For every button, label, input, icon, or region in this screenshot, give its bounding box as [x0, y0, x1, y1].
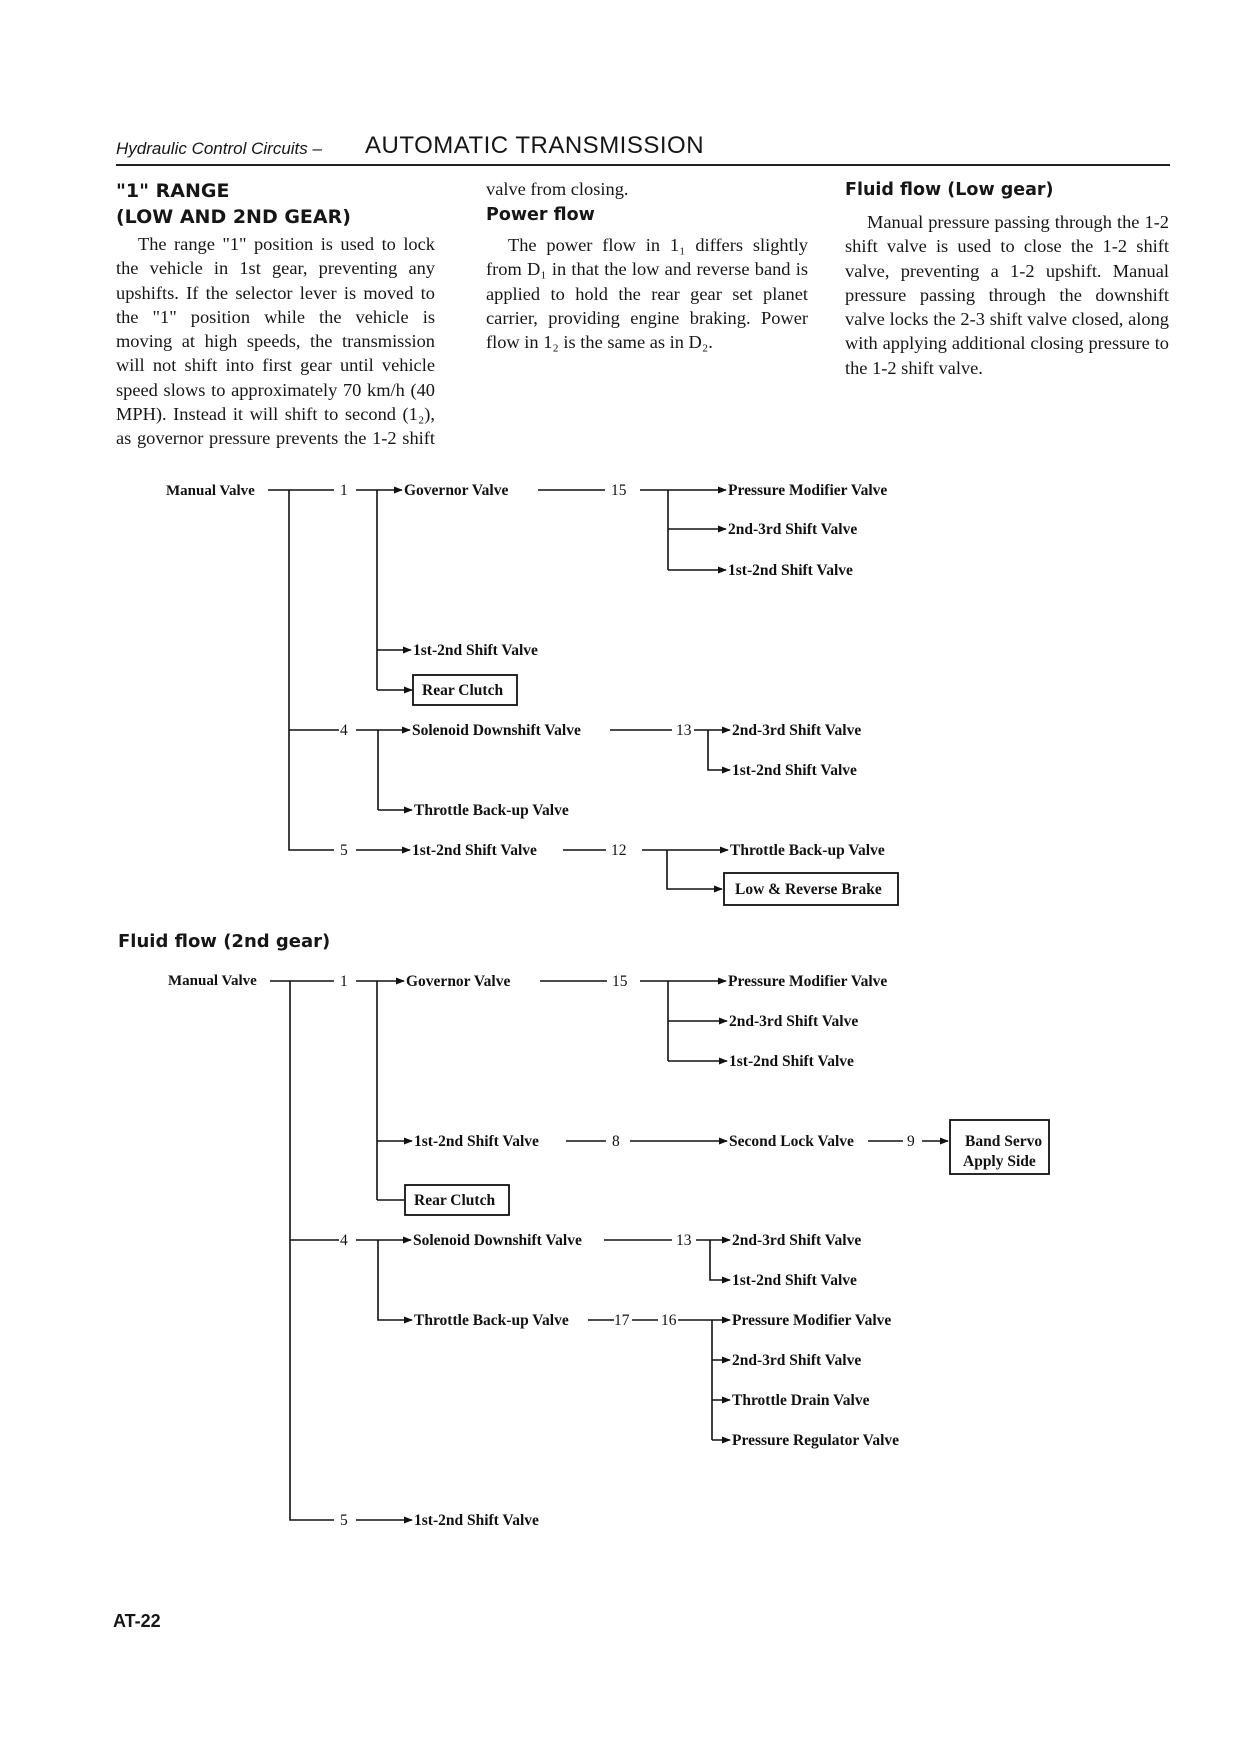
low-line-4: 4: [340, 722, 348, 739]
sec-line-4: 4: [340, 1232, 348, 1249]
sec-solenoid-downshift-valve: Solenoid Downshift Valve: [413, 1232, 582, 1249]
sec-1st-2nd-shift-valve-b: 1st-2nd Shift Valve: [414, 1133, 539, 1150]
sec-pressure-regulator-valve: Pressure Regulator Valve: [732, 1432, 900, 1449]
sec-2nd-3rd-shift-valve-c: 2nd-3rd Shift Valve: [732, 1352, 862, 1369]
low-2nd-3rd-shift-valve-b: 2nd-3rd Shift Valve: [732, 722, 862, 739]
low-1st-2nd-shift-valve-d: 1st-2nd Shift Valve: [412, 842, 537, 859]
low-1st-2nd-shift-valve-b: 1st-2nd Shift Valve: [413, 642, 538, 659]
fluid-flow-low-heading: Fluid flow (Low gear): [845, 180, 1054, 200]
low-line-13: 13: [676, 722, 692, 739]
sec-line-1: 1: [340, 973, 348, 990]
header-section-name: Hydraulic Control Circuits –: [116, 139, 322, 158]
power-flow-heading: Power flow: [486, 205, 595, 225]
fluid-flow-2nd-heading: Fluid flow (2nd gear): [118, 931, 331, 952]
low-pressure-modifier-valve: Pressure Modifier Valve: [728, 482, 888, 499]
sec-2nd-3rd-shift-valve-a: 2nd-3rd Shift Valve: [729, 1013, 859, 1030]
sec-1st-2nd-shift-valve-a: 1st-2nd Shift Valve: [729, 1053, 854, 1070]
sec-line-13: 13: [676, 1232, 692, 1249]
sec-rear-clutch: Rear Clutch: [414, 1192, 496, 1209]
range-heading-line2: (LOW AND 2ND GEAR): [116, 206, 351, 228]
power-flow-paragraph: The power flow in 1₁ differs slightly from D₁ in that the low and reverse band is applied to hold the rear gear set planet carrier, providing engine braking. Power flow in 1₂ is the same as in D₂.: [486, 235, 808, 353]
sec-governor-valve: Governor Valve: [406, 973, 511, 990]
low-gear-flow-diagram: [166, 482, 898, 905]
low-line-5: 5: [340, 842, 348, 859]
sec-pressure-modifier-valve-a: Pressure Modifier Valve: [728, 973, 888, 990]
low-solenoid-downshift-valve: Solenoid Downshift Valve: [412, 722, 581, 739]
low-governor-valve: Governor Valve: [404, 482, 509, 499]
second-gear-flow-diagram: [168, 973, 1049, 1529]
sec-throttle-drain-valve: Throttle Drain Valve: [732, 1392, 870, 1409]
low-1st-2nd-shift-valve-c: 1st-2nd Shift Valve: [732, 762, 857, 779]
low-line-1: 1: [340, 482, 348, 499]
low-line-12: 12: [611, 842, 627, 859]
fluid-flow-low-paragraph: Manual pressure passing through the 1-2 shift valve is used to close the 1-2 shift valve, preventing a 1-2 upshift. Manual pressure passing through the downshift valve locks the 2-3 shift valve closed, along with applying additional closing pressure to the 1-2 shift valve.: [845, 212, 1169, 378]
sec-throttle-backup-valve: Throttle Back-up Valve: [414, 1312, 569, 1329]
sec-line-15: 15: [612, 973, 628, 990]
sec-band-servo: Band Servo: [965, 1133, 1043, 1150]
sec-line-17: 17: [614, 1312, 630, 1329]
sec-1st-2nd-shift-valve-d: 1st-2nd Shift Valve: [414, 1512, 539, 1529]
sec-line-16: 16: [661, 1312, 677, 1329]
range-paragraph: The range "1" position is used to lock the vehicle in 1st gear, preventing any upshifts. If the selector lever is moved to the "1" position while the vehicle is moving at high speeds, the transmission will not shift into first gear until vehicle speed slows to approximately 70 km/h (40 MPH). Instead it will shift to second (1₂), as governor pressure prevents the 1-2 shift: [116, 234, 435, 449]
low-throttle-backup-valve-a: Throttle Back-up Valve: [414, 802, 569, 819]
page-number: AT-22: [113, 1611, 161, 1631]
sec-second-lock-valve: Second Lock Valve: [729, 1133, 854, 1150]
sec-1st-2nd-shift-valve-c: 1st-2nd Shift Valve: [732, 1272, 857, 1289]
sec-line-8: 8: [612, 1133, 620, 1150]
low-line-15: 15: [611, 482, 627, 499]
low-throttle-backup-valve-b: Throttle Back-up Valve: [730, 842, 885, 859]
range-heading-line1: "1" RANGE: [116, 180, 230, 202]
range-paragraph-continued: valve from closing.: [486, 178, 629, 199]
low-1st-2nd-shift-valve-a: 1st-2nd Shift Valve: [728, 562, 853, 579]
low-2nd-3rd-shift-valve-a: 2nd-3rd Shift Valve: [728, 521, 858, 538]
sec-line-9: 9: [907, 1133, 915, 1150]
sec-2nd-3rd-shift-valve-b: 2nd-3rd Shift Valve: [732, 1232, 862, 1249]
low-manual-valve-label: Manual Valve: [166, 483, 255, 499]
sec-pressure-modifier-valve-b: Pressure Modifier Valve: [732, 1312, 892, 1329]
sec-line-5: 5: [340, 1512, 348, 1529]
low-low-reverse-brake: Low & Reverse Brake: [735, 881, 882, 898]
low-rear-clutch: Rear Clutch: [422, 682, 504, 699]
header-title: AUTOMATIC TRANSMISSION: [365, 132, 705, 159]
sec-manual-valve-label: Manual Valve: [168, 973, 257, 989]
sec-apply-side: Apply Side: [963, 1153, 1036, 1170]
